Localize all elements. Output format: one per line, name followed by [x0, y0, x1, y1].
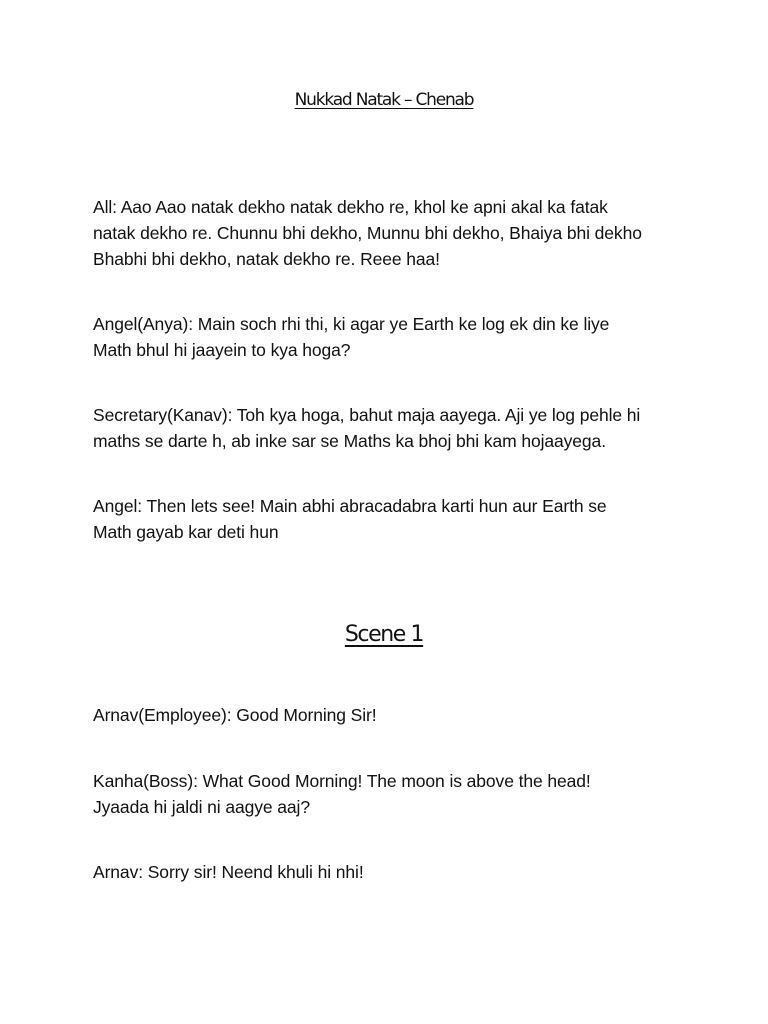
dialogue-line: maths se darte h, ab inke sar se Maths ka bhoj bhi kam hojaayega.	[93, 431, 606, 451]
dialogue-line: Bhabhi bhi dekho, natak dekho re. Reee haa!	[93, 249, 440, 269]
dialogue-kanha-boss	[93, 768, 693, 820]
dialogue-all-opening	[93, 194, 693, 272]
dialogue-line: Math bhul hi jaayein to kya hoga?	[93, 340, 351, 360]
dialogue-line: Arnav(Employee): Good Morning Sir!	[93, 705, 377, 725]
dialogue-line: Angel: Then lets see! Main abhi abracadabra karti hun aur Earth se	[93, 496, 607, 516]
dialogue-line: natak dekho re. Chunnu bhi dekho, Munnu bhi dekho, Bhaiya bhi dekho	[93, 223, 642, 243]
dialogue-angel-anya	[93, 311, 693, 363]
scene-heading: Scene 1	[344, 622, 424, 647]
dialogue-secretary-kanav	[93, 402, 693, 454]
dialogue-line: Angel(Anya): Main soch rhi thi, ki agar ye Earth ke log ek din ke liye	[93, 314, 610, 334]
dialogue-line: Kanha(Boss): What Good Morning! The moon is above the head!	[93, 771, 591, 791]
dialogue-line: All: Aao Aao natak dekho natak dekho re, khol ke apni akal ka fatak	[93, 197, 608, 217]
dialogue-line: Jyaada hi jaldi ni aagye aaj?	[93, 797, 310, 817]
dialogue-arnav-employee	[93, 702, 693, 728]
dialogue-arnav	[93, 859, 693, 885]
dialogue-angel	[93, 493, 693, 545]
document-title: Nukkad Natak – Chenab	[294, 90, 474, 110]
dialogue-line: Secretary(Kanav): Toh kya hoga, bahut maja aayega. Aji ye log pehle hi	[93, 405, 641, 425]
dialogue-line: Math gayab kar deti hun	[93, 522, 279, 542]
dialogue-line: Arnav: Sorry sir! Neend khuli hi nhi!	[93, 862, 364, 882]
